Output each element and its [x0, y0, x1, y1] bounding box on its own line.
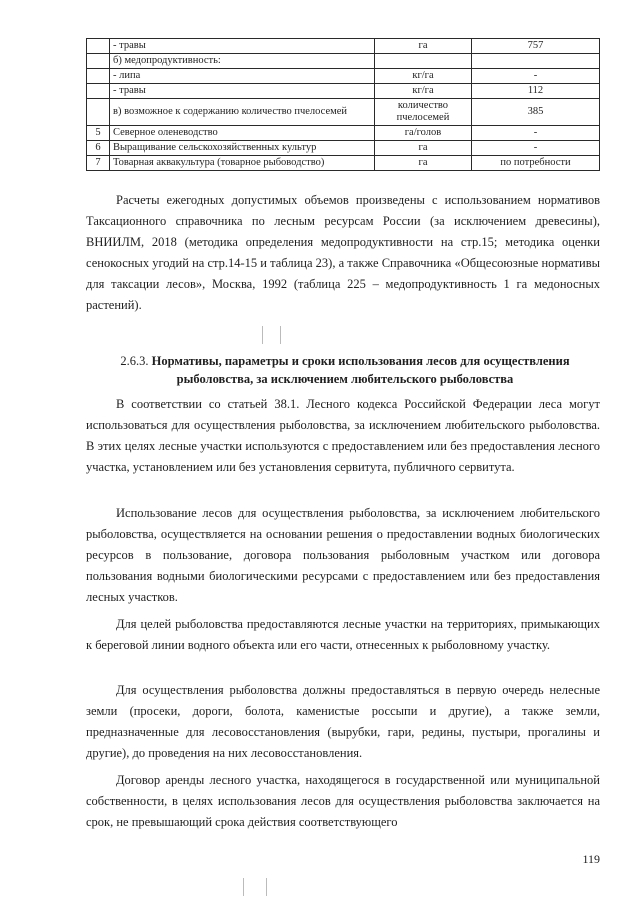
unit-cell	[375, 54, 472, 69]
paragraph-1-text: В соответствии со статьей 38.1. Лесного кодекса Российской Федерации леса могут использоваться для осуществления рыболовства, за исключением любительского рыболовства. В этих целях лесные участки используются с предоставлением или без предоставления лесного участка, установлением или без установления сервитута, публичного сервитута.	[86, 397, 600, 474]
row-number	[87, 84, 110, 99]
value-cell: -	[472, 69, 600, 84]
table-row	[87, 141, 600, 156]
row-number	[87, 69, 110, 84]
scan-artifact	[280, 326, 281, 344]
scan-artifact	[266, 878, 267, 896]
value-cell: -	[472, 141, 600, 156]
paragraph-4-text: Для осуществления рыболовства должны предоставляться в первую очередь нелесные земли (просеки, дороги, болота, каменистые россыпи и другие), а также земли, предназначенные для лесовосстановления (вырубки, гари, редины, пустыри, прогалины и другие), до проведения на них лесовосстановления.	[86, 683, 600, 760]
row-number: 6	[87, 141, 110, 156]
unit-cell: га	[375, 141, 472, 156]
page-number: 119	[582, 852, 600, 866]
calc-text: Расчеты ежегодных допустимых объемов произведены с использованием нормативов Таксационного справочника по лесным ресурсам России (за исключением древесины), ВНИИЛМ, 2018 (методика определения медопродуктивности на стр.15; методика оценки сенокосных угодий на стр.14-15 и таблица 23), а также Справочника «Общесоюзные нормативы для таксации лесов», Москва, 1992 (таблица 225 – медопродуктивность 1 га медоносных растений).	[86, 193, 600, 312]
table-row	[87, 84, 600, 99]
paragraph-3-text: Для целей рыболовства предоставляются лесные участки на территориях, примыкающих к береговой линии водного объекта или его части, отнесенных к рыболовному участку.	[86, 617, 600, 652]
resource-table-body	[87, 39, 600, 171]
paragraph-2	[86, 503, 600, 608]
table-row	[87, 69, 600, 84]
row-number	[87, 99, 110, 126]
paragraph-5	[86, 770, 600, 833]
table-row	[87, 156, 600, 171]
paragraph-1	[86, 394, 600, 478]
indicator-cell: - липа	[110, 69, 375, 84]
table-row	[87, 39, 600, 54]
value-cell: 757	[472, 39, 600, 54]
row-number	[87, 54, 110, 69]
calc-paragraph	[86, 190, 600, 316]
paragraph-3	[86, 614, 600, 656]
row-number: 7	[87, 156, 110, 171]
paragraph-2-text: Использование лесов для осуществления рыболовства, за исключением любительского рыболовства, осуществляется на основании решения о предоставлении водных биологических ресурсов в пользование, договора пользования рыболовным участком или договора пользования водными биологическими ресурсами с предоставлением или без предоставления лесных участков.	[86, 506, 600, 604]
row-number	[87, 39, 110, 54]
section-title-line1: Нормативы, параметры и сроки использования лесов для осуществления	[151, 354, 570, 368]
paragraph-5-text: Договор аренды лесного участка, находящегося в государственной или муниципальной собственности, в целях использования лесов для осуществления рыболовства заключается на срок, не превышающий срока действия соответствующего	[86, 773, 600, 829]
section-title-line2: рыболовства, за исключением любительского рыболовства	[176, 372, 514, 386]
unit-cell: га	[375, 39, 472, 54]
section-heading	[100, 352, 590, 388]
unit-cell: га	[375, 156, 472, 171]
unit-cell: га/голов	[375, 126, 472, 141]
indicator-cell: - травы	[110, 84, 375, 99]
indicator-cell: - травы	[110, 39, 375, 54]
table-row	[87, 126, 600, 141]
unit-cell: кг/га	[375, 69, 472, 84]
indicator-cell: в) возможное к содержанию количество пчелосемей	[110, 99, 375, 126]
indicator-cell: Северное оленеводство	[110, 126, 375, 141]
value-cell: -	[472, 126, 600, 141]
unit-cell: количество пчелосемей	[375, 99, 472, 126]
row-number: 5	[87, 126, 110, 141]
indicator-cell: б) медопродуктивность:	[110, 54, 375, 69]
value-cell: 385	[472, 99, 600, 126]
paragraph-4	[86, 680, 600, 764]
unit-cell: кг/га	[375, 84, 472, 99]
table-row	[87, 99, 600, 126]
indicator-cell: Товарная аквакультура (товарное рыбоводство)	[110, 156, 375, 171]
resource-table	[86, 38, 600, 171]
table-row	[87, 54, 600, 69]
scan-artifact	[262, 326, 263, 344]
scan-artifact	[243, 878, 244, 896]
value-cell: 112	[472, 84, 600, 99]
value-cell	[472, 54, 600, 69]
value-cell: по потребности	[472, 156, 600, 171]
indicator-cell: Выращивание сельскохозяйственных культур	[110, 141, 375, 156]
section-number: 2.6.3.	[120, 354, 149, 368]
